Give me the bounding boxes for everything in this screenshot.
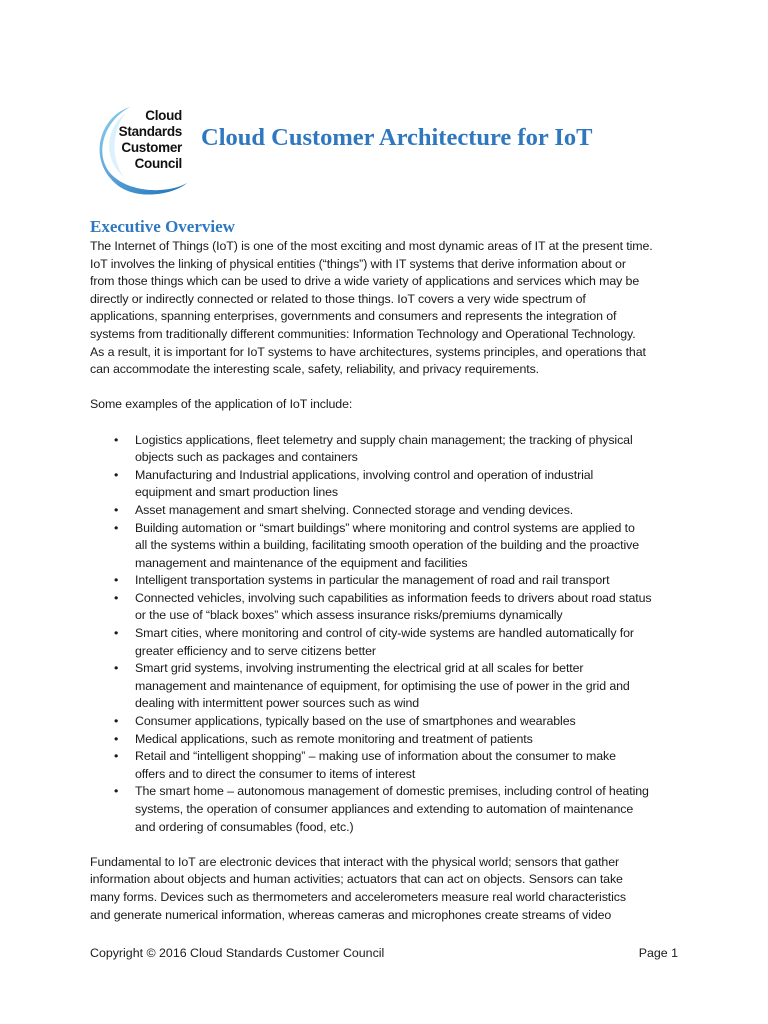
list-item-line: all the systems within a building, facilitating smooth operation of the building and the proactive [135,538,640,553]
page-number: Page 1 [638,946,678,960]
list-item-line: • Asset management and smart shelving. Connected storage and vending devices. [135,502,574,517]
list-item-line: greater efficiency and to serve citizens better [135,643,376,658]
list-item [90,625,690,660]
list-item-line: dealing with intermittent power sources such as wind [135,696,420,711]
list-item [90,731,690,749]
list-item-line: • Smart cities, where monitoring and control of city-wide systems are handled automatically for [135,626,634,641]
intro-line: The Internet of Things (IoT) is one of the most exciting and most dynamic areas of IT at the present time. [90,239,653,253]
list-item [90,467,690,502]
logo-line: Council [134,156,182,171]
list-item-line: systems, the operation of consumer appliances and extending to automation of maintenance [135,802,634,816]
intro-line: As a result, it is important for IoT systems to have architectures, systems principles, and operations that [90,344,646,359]
paragraph-gap [90,379,690,397]
examples-intro: Some examples of the application of IoT include: [90,397,353,412]
list-item [90,748,690,783]
intro-paragraph [90,238,690,379]
list-item [90,783,690,836]
examples-list [90,432,690,837]
list-item-line: equipment and smart production lines [135,485,339,500]
list-item-line: offers and to direct the consumer to items of interest [135,766,416,781]
logo-line: Cloud [145,108,182,123]
list-item [90,432,690,467]
logo-line: Customer [121,140,182,155]
list-item-line: management and maintenance of equipment, for optimising the use of power in the grid and [135,678,630,693]
list-item-line: and ordering of consumables (food, etc.) [135,819,354,834]
list-item [90,660,690,713]
intro-line: can accommodate the interesting scale, safety, reliability, and privacy requirements. [90,362,540,377]
intro-line: applications, spanning enterprises, governments and consumers and represents the integration of [90,309,617,324]
closing-line: and generate numerical information, whereas cameras and microphones create streams of video [90,907,612,922]
closing-line: information about objects and human activities; actuators that can act on objects. Sensors can take [90,872,623,887]
list-item-line: objects such as packages and containers [135,450,358,465]
paragraph-gap [90,414,690,432]
intro-line: IoT involves the linking of physical entities (“things”) with IT systems that derive information about or [90,256,626,271]
council-logo [90,103,190,195]
copyright-notice: Copyright © 2016 Cloud Standards Customer Council [90,946,385,960]
list-item [90,713,690,731]
intro-line: systems from traditionally different communities: Information Technology and Operational Technology. [90,326,636,341]
list-item-line: • Intelligent transportation systems in particular the management of road and rail transport [135,573,610,588]
logo-line: Standards [118,124,182,139]
list-item [90,590,690,625]
list-item-line: • Building automation or “smart buildings” where monitoring and control systems are applied to [135,520,635,535]
logo-wordmark [119,108,182,172]
list-item-line: • Logistics applications, fleet telemetry and supply chain management; the tracking of physical [135,432,633,447]
document-body [90,238,690,924]
closing-paragraph [90,854,690,924]
list-item-line: or the use of “black boxes” which assess insurance risks/premiums dynamically [135,608,563,623]
intro-line: directly or indirectly connected or related to those things. IoT covers a very wide spectrum of [90,291,586,306]
list-item-line: • Manufacturing and Industrial applications, involving control and operation of industrial [135,467,594,482]
list-item [90,572,690,590]
list-item [90,520,690,573]
list-item-line: • Medical applications, such as remote monitoring and treatment of patients [135,731,533,746]
list-item-line: management and maintenance of the equipment and facilities [135,555,468,570]
list-item [90,502,690,520]
list-item-line: • Retail and “intelligent shopping” – making use of information about the consumer to make [135,749,616,764]
closing-line: many forms. Devices such as thermometers and accelerometers measure real world characteristics [90,889,626,904]
list-item-line: • The smart home – autonomous management of domestic premises, including control of heating [135,784,649,799]
paragraph-gap [90,836,690,854]
document-title: Cloud Customer Architecture for IoT [201,124,593,151]
list-item-line: • Connected vehicles, involving such capabilities as information feeds to drivers about road status [135,590,652,605]
section-heading: Executive Overview [90,217,235,236]
intro-line: from those things which can be used to drive a wide variety of applications and services which may be [90,274,640,289]
list-item-line: • Consumer applications, typically based on the use of smartphones and wearables [135,714,576,729]
list-item-line: • Smart grid systems, involving instrumenting the electrical grid at all scales for better [135,661,584,676]
closing-line: Fundamental to IoT are electronic devices that interact with the physical world; sensors that gather [90,854,620,869]
